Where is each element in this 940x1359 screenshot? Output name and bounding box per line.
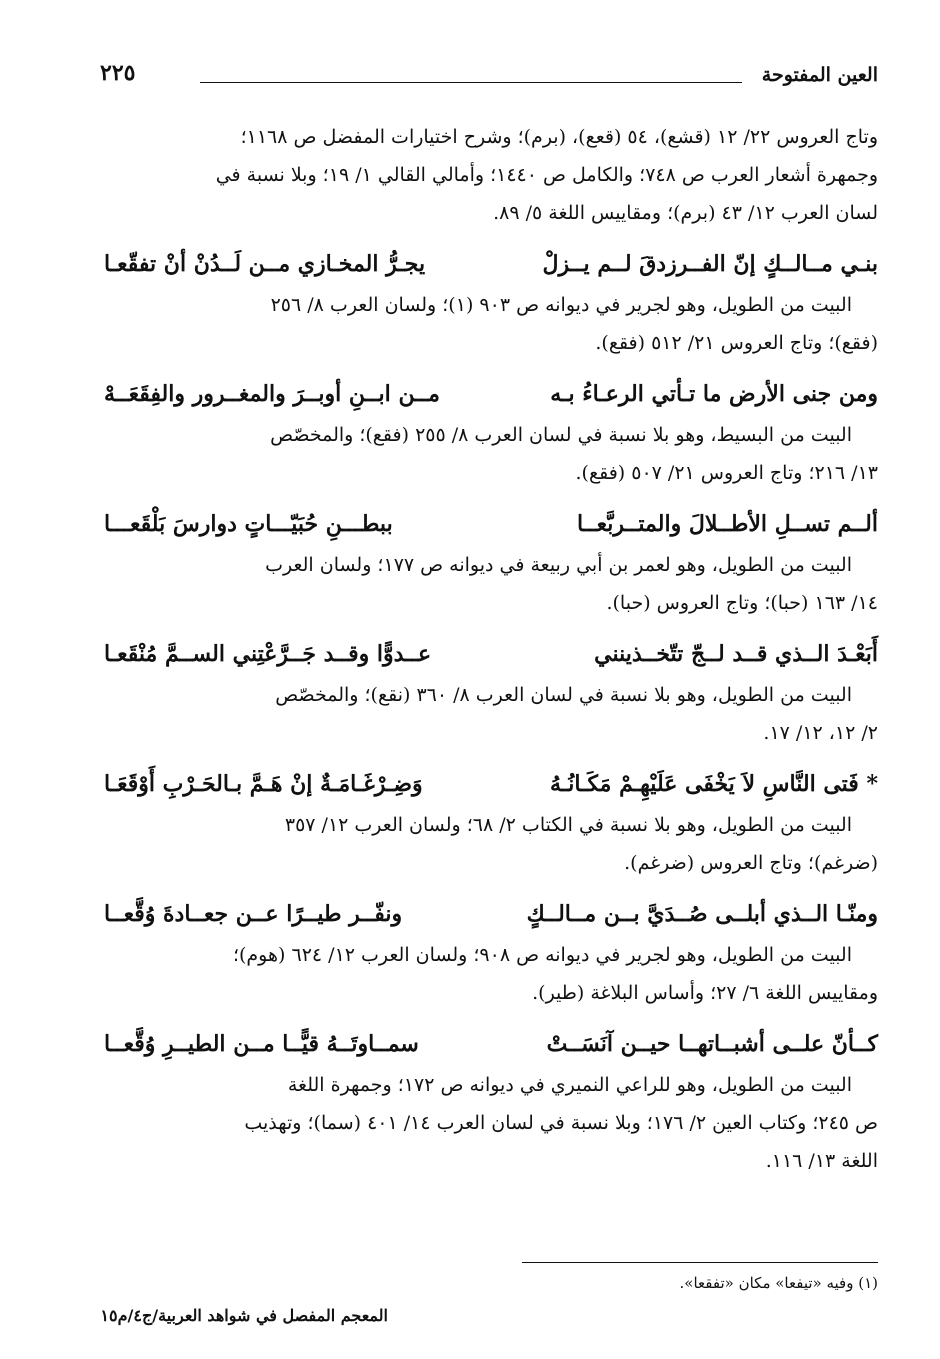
verse-note-line: ٢/ ١٢، ١٢/ ١٧. xyxy=(763,722,878,744)
verse-hemistich-second: وَضِـرْغَـامَـةٌ إنْ هَـمَّ بـالحَـرْبِ أَوْقَعَـا xyxy=(104,771,423,797)
intro-line: وتاج العروس ٢٢/ ١٢ (قشع)، ٥٤ (قعع)، (برم)؛ وشرح اختيارات المفضل ص ١١٦٨؛ xyxy=(240,126,878,148)
page-number: ٢٢٥ xyxy=(100,60,136,86)
verse-hemistich-second: ونفّــر طيــرًا عــن جعــادةَ وُقَّعــا xyxy=(104,901,403,927)
page-footer: المعجم المفصل في شواهد العربية/ج٤/م١٥ xyxy=(100,1306,388,1325)
verse-note-line: ومقاييس اللغة ٦/ ٢٧؛ وأساس البلاغة (طير). xyxy=(532,982,878,1004)
verse-entry xyxy=(104,502,878,622)
running-title: العين المفتوحة xyxy=(761,64,878,86)
verse-line xyxy=(104,892,878,936)
verse-line xyxy=(104,372,878,416)
verse-note-line: البيت من الطويل، وهو للراعي النميري في ديوانه ص ١٧٢؛ وجمهرة اللغة xyxy=(287,1074,852,1096)
verse-entry xyxy=(104,892,878,1012)
header-rule xyxy=(200,82,742,83)
verse-entry xyxy=(104,762,878,882)
verse-note-line: البيت من البسيط، وهو بلا نسبة في لسان العرب ٨/ ٢٥٥ (فقع)؛ والمخصّص xyxy=(270,424,852,446)
page-header xyxy=(100,60,878,94)
intro-paragraph xyxy=(104,118,878,232)
verse-hemistich-second: يجـرُّ المخـازي مــن لَــدُنْ أنْ تفقّعـا xyxy=(104,251,426,277)
verse-line xyxy=(104,502,878,546)
verse-hemistich-second: عــدوًّا وقــد جَــرَّعْتِني الســمَّ مُنْقَعـا xyxy=(104,641,432,667)
verse-entry xyxy=(104,1022,878,1180)
intro-line: وجمهرة أشعار العرب ص ٧٤٨؛ والكامل ص ١٤٤٠؛ وأمالي القالي ١/ ١٩؛ وبلا نسبة في xyxy=(215,164,878,186)
page-body xyxy=(104,118,878,1186)
verse-line xyxy=(104,762,878,806)
verse-hemistich-second: ببطـــنِ حُبَيّـــاتٍ دوارسَ بَلْقَعـــا xyxy=(104,511,393,537)
verse-note-line: ١٤/ ١٦٣ (حبا)؛ وتاج العروس (حبا). xyxy=(606,592,878,614)
verse-entry xyxy=(104,242,878,362)
verse-hemistich-first: * فَتى النَّاسِ لاَ يَخْفَى عَلَيْهِـمْ مَكَـانُـهُ xyxy=(549,771,878,797)
verse-hemistich-first: بنـي مــالــكٍ إنّ الفــرزدقَ لــم يــزلْ xyxy=(542,251,878,277)
footnote-rule xyxy=(522,1262,878,1263)
verse-line xyxy=(104,632,878,676)
verse-hemistich-first: أَبَعْـدَ الــذي قــد لــجّ تتّخــذينني xyxy=(594,641,878,667)
verse-hemistich-second: سمــاوتَــهُ قيًّــا مــن الطيــرِ وُقَّعــا xyxy=(104,1031,419,1057)
verse-note-line: البيت من الطويل، وهو لجرير في ديوانه ص ٩٠٨؛ ولسان العرب ١٢/ ٦٢٤ (هوم)؛ xyxy=(232,944,852,966)
verse-hemistich-first: ومن جنى الأرض ما تـأتي الرعـاءُ بـه xyxy=(550,381,878,407)
verse-note-line: البيت من الطويل، وهو لجرير في ديوانه ص ٩٠٣ (١)؛ ولسان العرب ٨/ ٢٥٦ xyxy=(270,294,852,316)
verse-entry xyxy=(104,632,878,752)
verse-note-line: (فقع)؛ وتاج العروس ٢١/ ٥١٢ (فقع). xyxy=(595,332,878,354)
verse-line xyxy=(104,1022,878,1066)
verse-note-line: البيت من الطويل، وهو لعمر بن أبي ربيعة في ديوانه ص ١٧٧؛ ولسان العرب xyxy=(265,554,852,576)
verse-hemistich-first: كــأنّ علــى أشبــاتهــا حيــن آنَسَــتْ xyxy=(546,1031,878,1057)
verse-hemistich-first: ومنّـا الــذي أبلــى صُــدَيَّ بــن مــالــكٍ xyxy=(526,901,878,927)
verse-note-line: ص ٢٤٥؛ وكتاب العين ٢/ ١٧٦؛ وبلا نسبة في لسان العرب ١٤/ ٤٠١ (سما)؛ وتهذيب xyxy=(244,1112,878,1134)
footnote: (١) وفيه «تيفعا» مكان «تفقعا». xyxy=(679,1274,878,1292)
verse-note-line: البيت من الطويل، وهو بلا نسبة في الكتاب ٢/ ٦٨؛ ولسان العرب ١٢/ ٣٥٧ xyxy=(284,814,852,836)
verse-hemistich-second: مــن ابــنِ أوبــرَ والمغــرور والفِقَعَــهْ xyxy=(104,381,440,407)
intro-line: لسان العرب ١٢/ ٤٣ (برم)؛ ومقاييس اللغة ٥/ ٨٩. xyxy=(493,202,878,224)
verse-note-line: البيت من الطويل، وهو بلا نسبة في لسان العرب ٨/ ٣٦٠ (نقع)؛ والمخصّص xyxy=(275,684,852,706)
verse-hemistich-first: ألــم تســلِ الأطــلالَ والمتــربَّعــا xyxy=(577,511,878,537)
verse-entry xyxy=(104,372,878,492)
verse-note-line: ١٣/ ٢١٦؛ وتاج العروس ٢١/ ٥٠٧ (فقع). xyxy=(575,462,878,484)
verse-note-line: اللغة ١٣/ ١١٦. xyxy=(765,1150,878,1172)
verse-note-line: (ضرغم)؛ وتاج العروس (ضرغم). xyxy=(624,852,878,874)
verse-line xyxy=(104,242,878,286)
